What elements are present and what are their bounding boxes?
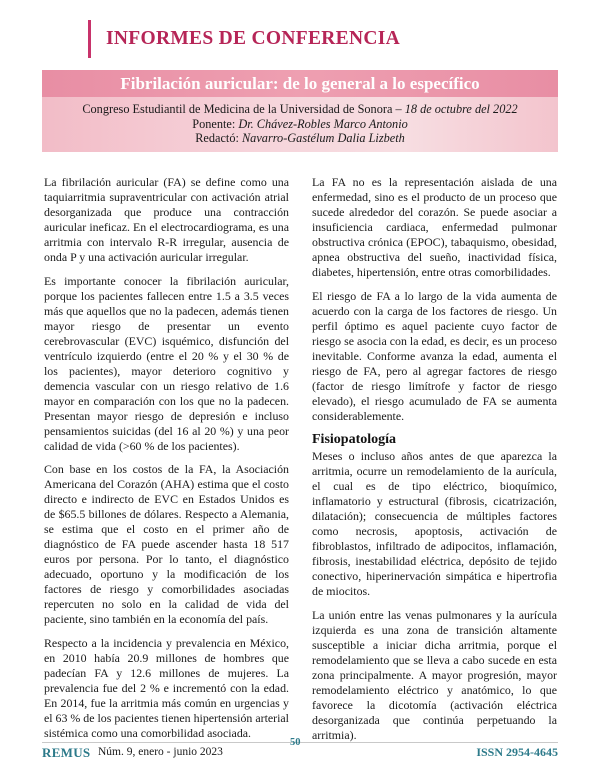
paragraph: El riesgo de FA a lo largo de la vida aumenta de acuerdo con la carga de los factores de riesgo. Un perfil óptimo es aquel paciente cuyo factor de riesgo se asocia con la edad, es decir, es un proceso inevitable. Conforme avanza la edad, aumenta el riesgo de FA, pero al agregar factores de riesgo (factor de riesgo limítrofe y factor de riesgo elevado), el riesgo acumulado de FA se aumenta considerablemente. (312, 288, 557, 423)
section-accent-bar (88, 20, 91, 58)
paragraph: Respecto a la incidencia y prevalencia en México, en 2010 había 20.9 millones de hombres que padecían FA y 12.6 millones de mujeres. La prevalencia fue del 2 % e incrementó con la edad. En 2014, fue la arritmia más común en urgencias y el 63 % de los pacientes tienen hipertensión arterial sistémica como una comorbilidad asociada. (44, 635, 289, 740)
subheading-fisiopatologia: Fisiopatología (312, 432, 397, 447)
writer-name: Navarro-Gastélum Dalia Lizbeth (241, 131, 405, 145)
article-banner (42, 70, 558, 152)
congress-name: Congreso Estudiantil de Medicina de la Universidad de Sonora – (82, 102, 402, 116)
congress-date: 18 de octubre del 2022 (404, 102, 518, 116)
page-number: 50 (290, 737, 301, 748)
journal-brand: REMUS (42, 745, 91, 760)
right-column (312, 175, 557, 751)
paragraph: Es importante conocer la fibrilación auricular, porque los pacientes fallecen entre 1.5 a 3.5 veces más que aquellos que no la padecen, además tienen mayor riesgo de presentar un evento cerebrovascular (EVC) isquémico, disfunción del ventrículo izquierdo (entre el 20 % y el 30 % de los pacientes), mayor deterioro cognitivo y demencia vascular con un riesgo relativo de 1.6 mayor en comparación con los que no la padecen. Presentan mayor riesgo de depresión e incluso pensamientos suicidas (del 16 al 20 %) y una peor calidad de vida (>60 % de los pacientes). (44, 273, 289, 453)
paragraph: La unión entre las venas pulmonares y la aurícula izquierda es una zona de transición altamente susceptible a iniciar dicha arritmia, porque el remodelamiento que se lleva a cabo sucede en esta zona principalmente. A mayor progresión, mayor remodelamiento eléctrico y anatómico, lo que favorece la dicotomía (activación eléctrica desorganizada que continúa perpetuando la arritmia). (312, 607, 557, 742)
writer-line (42, 131, 558, 146)
paragraph: La FA no es la representación aislada de una enfermedad, sino es el producto de un proceso que sucede alrededor del corazón. Se puede asociar a insuficiencia cardiaca, enfermedad pulmonar obstructiva crónica (EPOC), tabaquismo, obesidad, apnea obstructiva del sueño, inactividad física, diabetes, hipertensión, entre otras comorbilidades. (312, 175, 557, 279)
speaker-name: Dr. Chávez-Robles Marco Antonio (238, 116, 408, 131)
article-meta (42, 97, 558, 146)
speaker-label: Ponente: (192, 116, 236, 131)
section-title: INFORMES DE CONFERENCIA (106, 28, 401, 49)
article-title: Fibrilación auricular: de lo general a lo específico (42, 70, 558, 97)
page-footer (42, 737, 558, 765)
journal-issue: Núm. 9, enero - junio 2023 (98, 746, 223, 758)
paragraph: Con base en los costos de la FA, la Asociación Americana del Corazón (AHA) estima que el costo directo e indirecto de EVC en Estados Unidos es de $65.5 billones de dólares. Respecto a Alemania, se estima que el costo en el primer año de diagnóstico de FA puede ascender hasta 18 517 euros por persona. Por lo tanto, el diagnóstico adecuado, oportuno y la modificación de los factores de riesgo y comorbilidades asociadas repercuten no solo en la calidad de vida del paciente, sino también en la economía del país. (44, 462, 289, 626)
congress-line (42, 102, 558, 117)
speaker-line (42, 117, 558, 132)
paragraph: La fibrilación auricular (FA) se define como una taquiarritmia supraventricular con activación atrial desorganizada que produce una contracción auricular ineficaz. En el electrocardiograma, es una arritmia con intervalo R-R irregular, ausencia de onda P y una activación auricular irregular. (44, 175, 289, 264)
writer-label: Redactó: (195, 131, 239, 145)
paragraph: Meses o incluso años antes de que aparezca la arritmia, ocurre un remodelamiento de la aurícula, el cual es de tipo eléctrico, bioquímico, inflamatorio y estructural (fibrosis, cicatrización, dilatación); consecuencia de múltiples factores como necrosis, apoptosis, activación de fibroblastos, infiltrado de adipocitos, inflamación, fibrosis, inestabilidad eléctrica, depósito de tejido conectivo, hiperinervación simpática e hipertrofia de miocitos. (312, 449, 557, 598)
journal-issn: ISSN 2954-4645 (476, 745, 558, 759)
left-column (44, 175, 289, 749)
